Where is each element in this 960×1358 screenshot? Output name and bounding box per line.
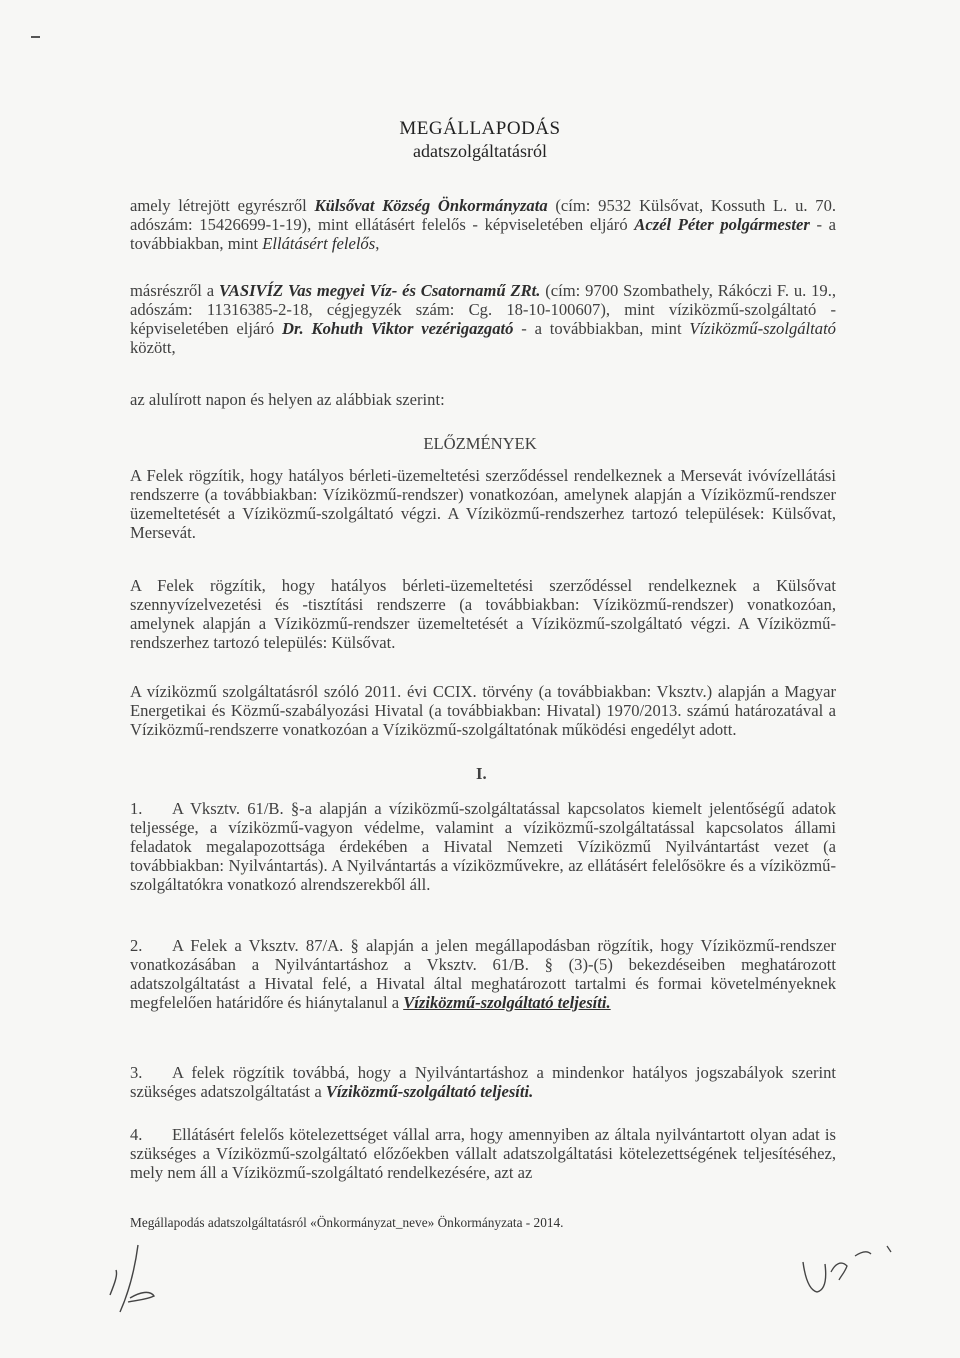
initials-signature-right bbox=[795, 1242, 905, 1302]
elozmenyek-paragraph-3: A víziközmű szolgáltatásról szóló 2011. évi CCIX. törvény (a továbbiakban: Vksztv.) alapján a Magyar Energetikai és Közmű-szabályozási Hivatal (a továbbiakban: Hivatal) 1970/2013. számú határozatával a Víziközmű-rendszerre vonatkozóan a Víziközmű-szolgáltatónak működési engedélyt adott. bbox=[130, 682, 836, 739]
party1-name: Külsővat Község Önkormányzata bbox=[314, 196, 548, 215]
party2-representative: Dr. Kohuth Viktor vezérigazgató bbox=[282, 319, 514, 338]
point-4-number: 4. bbox=[130, 1125, 143, 1144]
document-subtitle: adatszolgáltatásról bbox=[413, 141, 547, 161]
point-3-number: 3. bbox=[130, 1063, 143, 1082]
point-2: 2. A Felek a Vksztv. 87/A. § alapján a jelen megállapodásban rögzítik, hogy Víziközmű-rendszer vonatkozásában a Nyilvántartáshoz a Vksztv. 61/B. § (3)-(5) bekezdéseiben meghatározott adatszolgáltatást a Hivatal felé, a Hivatal által meghatározott tartalmi és formai követelményeknek megfelelően határidőre és hiánytalanul a Víziközmű-szolgáltató teljesíti. bbox=[130, 936, 836, 1012]
point-2-number: 2. bbox=[130, 936, 143, 955]
point-4: 4. Ellátásért felelős kötelezettséget vállal arra, hogy amennyiben az általa nyilvántartott olyan adat is szükséges a Víziközmű-szolgáltató előzőekben vállalt adatszolgáltatási kötelezettségének teljesítéséhez, mely nem áll a Víziközmű-szolgáltató rendelkezésére, azt az bbox=[130, 1125, 836, 1182]
page-mark bbox=[31, 36, 40, 38]
elozmenyek-paragraph-1: A Felek rögzítik, hogy hatályos bérleti-üzemeltetési szerződéssel rendelkeznek a Mersevát ivóvízellátási rendszerre (a továbbiakban: Víziközmű-rendszer) vonatkozóan, amelynek alapján a Víziközmű-rendszer üzemeltetését a Víziközmű-szolgáltató végzi. A Víziközmű-rendszerhez tartozó települések: Külsővat, Mersevát. bbox=[130, 466, 836, 542]
section-heading: ELŐZMÉNYEK bbox=[423, 434, 537, 453]
party1-role: Ellátásért felelős bbox=[262, 234, 376, 253]
party2-role: Víziközmű-szolgáltató bbox=[689, 319, 836, 338]
point-3-emphasis: Víziközmű-szolgáltató teljesíti. bbox=[325, 1082, 534, 1101]
point-2-emphasis: Víziközmű-szolgáltató teljesíti. bbox=[403, 993, 611, 1012]
party2-name: VASIVÍZ Vas megyei Víz- és Csatornamű ZRt. bbox=[218, 281, 541, 300]
point-1: 1. A Vksztv. 61/B. §-a alapján a víziközmű-szolgáltatással kapcsolatos kiemelt jelentőségű adatok teljessége, a víziközmű-vagyon védelme, valamint a víziközmű-szolgáltatással kapcsolatos állami feladatok megalapozottsága érdekében a Hivatal Nemzeti Víziközmű Nyilvántartást vezet (a továbbiakban: Nyilvántartás). A Nyilvántartás a víziközművekre, az ellátásért felelősökre és a víziközmű-szolgáltatókra vonatkozó alrendszerekből áll. bbox=[130, 799, 836, 894]
party1-representative: Aczél Péter polgármester bbox=[634, 215, 810, 234]
elozmenyek-paragraph-2: A Felek rögzítik, hogy hatályos bérleti-üzemeltetési szerződéssel rendelkeznek a Külsővat szennyvízelvezetési és -tisztítási rendszerre (a továbbiakban: Víziközmű-rendszer) vonatkozóan, amelynek alapján a Víziközmű-rendszer üzemeltetését a Víziközmű-szolgáltató végzi. A Víziközmű-rendszerhez tartozó település: Külsővat. bbox=[130, 576, 836, 652]
intro-text: az alulírott napon és helyen az alábbiak szerint: bbox=[130, 390, 445, 409]
document-title: MEGÁLLAPODÁS bbox=[399, 118, 561, 139]
point-1-number: 1. bbox=[130, 799, 143, 818]
section-number: I. bbox=[476, 764, 487, 783]
page-footer: Megállapodás adatszolgáltatásról «Önkormányzat_neve» Önkormányzata - 2014. bbox=[130, 1215, 564, 1230]
party2-paragraph: másrészről a VASIVÍZ Vas megyei Víz- és Csatornamű ZRt. (cím: 9700 Szombathely, Rákóczi F. u. 19., adószám: 11316385-2-18, cégjegyzék szám: Cg. 18-10-100607), mint víziközmű-szolgáltató - képviseletében eljáró Dr. Kohuth Viktor vezérigazgató - a továbbiakban, mint Víziközmű-szolgáltató között, bbox=[130, 281, 836, 357]
party1-paragraph: amely létrejött egyrészről Külsővat Község Önkormányzata (cím: 9532 Külsővat, Kossuth L. u. 70. adószám: 15426699-1-19), mint ellátásért felelős - képviseletében eljáró Aczél Péter polgármester - a továbbiakban, mint Ellátásért felelős, bbox=[130, 196, 837, 253]
point-3: 3. A felek rögzítik továbbá, hogy a Nyilvántartáshoz a mindenkor hatályos jogszabályok szerint szükséges adatszolgáltatást a Víziközmű-szolgáltató teljesíti. bbox=[130, 1063, 836, 1101]
initials-signature-left bbox=[100, 1240, 180, 1320]
